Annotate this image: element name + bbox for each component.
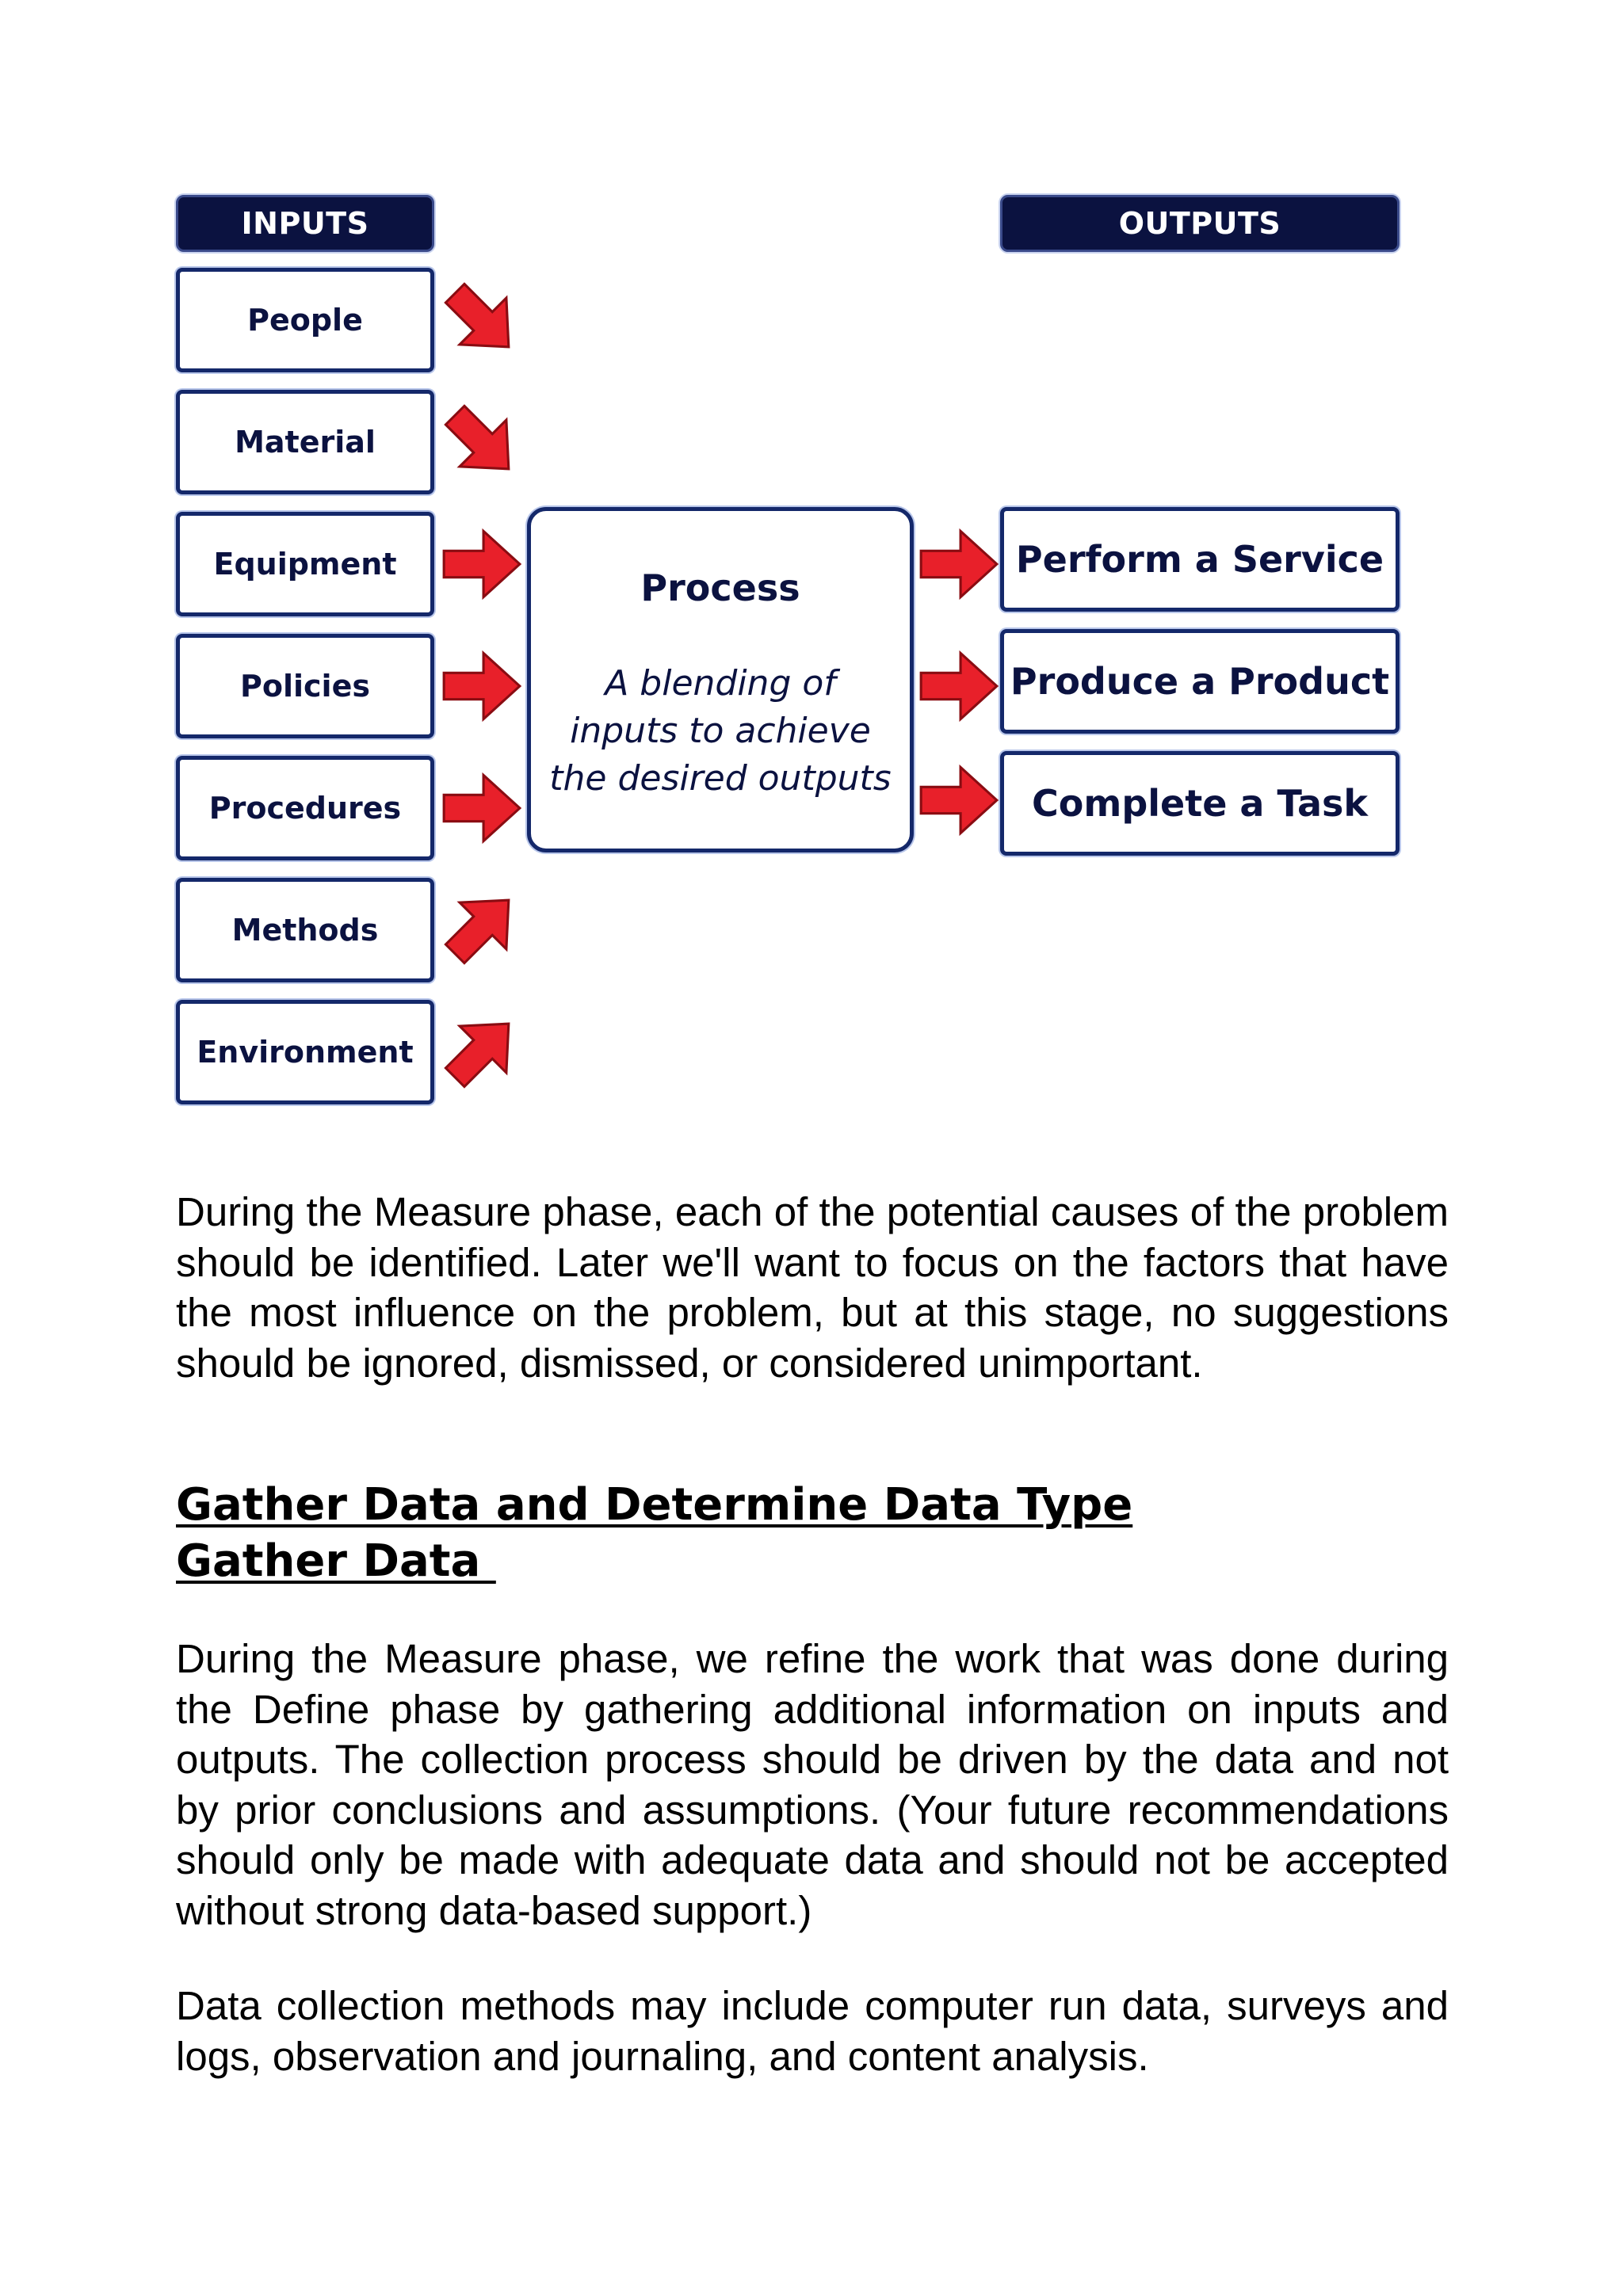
input-box-policies: Policies bbox=[176, 634, 434, 738]
arrow-policies-icon bbox=[441, 645, 523, 727]
arrow-environment-icon bbox=[423, 992, 540, 1108]
paragraph-data-collection-methods: Data collection methods may include computer run data, surveys and logs, observation and journaling, and content analysis. bbox=[176, 1983, 1449, 2079]
heading-gather-data-and-determine-data-type: Gather Data and Determine Data Type bbox=[176, 1479, 1133, 1531]
paragraph-measure-phase-causes: During the Measure phase, each of the potential causes of the problem should be identified. Later we'll want to focus on the factors that have the most influence on the problem, but at this stage, no suggestions should be ignored, dismissed, or considered unimportant. bbox=[176, 1189, 1449, 1386]
output-box-task: Complete a Task bbox=[1000, 751, 1400, 856]
process-description: A blending of inputs to achieve the desired outputs bbox=[549, 663, 892, 799]
input-box-environment: Environment bbox=[176, 1000, 434, 1104]
input-box-material: Material bbox=[176, 390, 434, 494]
arrow-service-icon bbox=[918, 523, 1000, 605]
arrow-equipment-icon bbox=[441, 523, 523, 605]
input-box-methods: Methods bbox=[176, 878, 434, 982]
arrow-people-icon bbox=[423, 261, 540, 378]
arrow-material-icon bbox=[423, 383, 540, 500]
heading-gather-data: Gather Data bbox=[176, 1535, 496, 1587]
arrow-task-icon bbox=[918, 759, 1000, 841]
input-box-people: People bbox=[176, 268, 434, 372]
input-box-procedures: Procedures bbox=[176, 756, 434, 860]
arrow-methods-icon bbox=[423, 868, 540, 985]
outputs-header: OUTPUTS bbox=[1000, 195, 1400, 252]
input-process-output-diagram bbox=[0, 0, 1623, 1125]
arrow-procedures-icon bbox=[441, 767, 523, 849]
input-box-equipment: Equipment bbox=[176, 512, 434, 616]
process-box bbox=[527, 507, 914, 852]
output-box-service: Perform a Service bbox=[1000, 507, 1400, 612]
inputs-header: INPUTS bbox=[176, 195, 434, 252]
paragraph-measure-phase-refine: During the Measure phase, we refine the work that was done during the Define phase by gathering additional information on inputs and outputs. The collection process should be driven by the data and not by prior conclusions and assumptions. (Your future recommendations should only be made with adequate data and should not be accepted without strong data-based support.) bbox=[176, 1636, 1449, 1933]
arrow-product-icon bbox=[918, 645, 1000, 727]
process-title: Process bbox=[640, 566, 800, 609]
output-box-product: Produce a Product bbox=[1000, 629, 1400, 734]
